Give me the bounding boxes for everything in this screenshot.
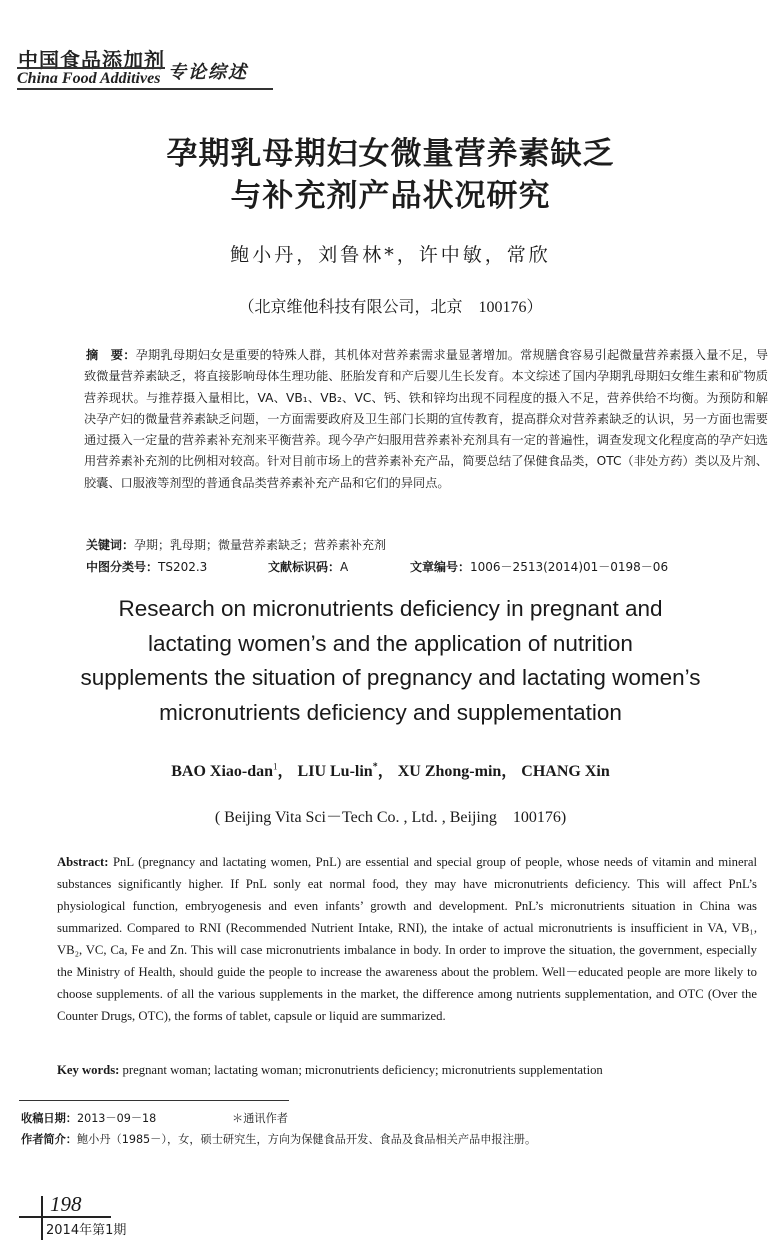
title-cn-line-1: 孕期乳母期妇女微量营养素缺乏 — [166, 136, 615, 172]
author-sep-2: ， — [377, 763, 394, 780]
affiliation-cn: （北京维他科技有限公司，北京 100176） — [238, 299, 543, 316]
keywords-en-text: pregnant woman; lactating woman; micronutrients deficiency; micronutrients supplementation — [122, 1063, 603, 1077]
keywords-en — [57, 1063, 603, 1078]
column-label: 专论综述 — [168, 62, 248, 83]
author-sep-1: ， — [277, 763, 294, 780]
title-cn-line-2: 与补充剂产品状况研究 — [230, 178, 551, 214]
clc-value: TS202.3 — [158, 560, 208, 574]
title-en-line-4: micronutrients deficiency and supplementation — [159, 699, 622, 725]
keywords-cn-text: 孕期；乳母期；微量营养素缺乏；营养素补充剂 — [134, 538, 387, 552]
received-label: 收稿日期： — [21, 1112, 77, 1125]
page-marker-vertical — [41, 1196, 43, 1240]
keywords-cn-label: 关键词： — [86, 538, 135, 552]
bio-text: 鲍小丹（1985－），女，硕士研究生，方向为保健食品开发、食品及食品相关产品申报注册。 — [76, 1133, 537, 1146]
author-2: LIU Lu-lin — [297, 763, 373, 780]
header-rule-bottom — [17, 88, 273, 90]
abstract-en-label: Abstract: — [57, 855, 109, 869]
keywords-en-label: Key words: — [57, 1063, 120, 1077]
abstract-cn — [84, 345, 768, 494]
page-number: 198 — [50, 1192, 82, 1216]
abstract-en — [57, 851, 757, 1027]
article-number — [410, 558, 668, 575]
author-1-affil-mark: 1 — [273, 761, 278, 772]
author-4: CHANG Xin — [521, 763, 610, 780]
footnote-rule — [19, 1100, 289, 1101]
received-date — [21, 1110, 156, 1126]
abstract-cn-label: 摘 要： — [86, 348, 136, 362]
author-bio — [21, 1131, 536, 1147]
authors-en — [0, 758, 781, 781]
author-2-corresponding-mark: * — [372, 761, 378, 773]
corresponding-note: ＊通讯作者 — [232, 1112, 288, 1125]
author-1: BAO Xiao-dan — [171, 763, 274, 780]
keywords-cn — [86, 536, 386, 553]
abstract-en-text: PnL (pregnancy and lactating women, PnL) are essential and special group of people, whose needs of vitamin and mineral substances significantly higher. If PnL sonly eat normal food, they may have micronutrients deficiency. This will affect PnL’s physiological function, embryogenesis and even infants’ growth and development. PnL’s micronutrients situation in China was summarized. Compared to RNI (Recommended Nutrient Intake, RNI), the intake of actual micronutrients is insufficient in VA, VB₁, VB₂, VC, Ca, Fe and Zn. This will case micronutrients imbalance in body. In order to improve the situation, the government, especially the Ministry of Health, should guide the people to increase the awareness about the problem. Well－educated people are more likely to choose supplements. of all the various supplements in the market, the difference among nutrients supplementation, and OTC (Over the Counter Drugs, OTC), the forms of tablet, capsule or liquid are summarized. — [57, 855, 757, 1023]
authors-cn: 鲍小丹，刘鲁林*，许中敏，常欣 — [230, 244, 551, 266]
bio-label: 作者简介： — [21, 1133, 77, 1146]
header-rule-top — [17, 67, 165, 69]
clc-number — [86, 558, 207, 575]
title-en — [0, 592, 781, 730]
doc-code-value: A — [340, 560, 349, 574]
author-sep-3: ， — [501, 763, 518, 780]
doc-code — [268, 558, 348, 575]
doc-code-label: 文献标识码： — [268, 560, 341, 574]
journal-name-en: China Food Additives — [17, 70, 161, 87]
title-en-line-1: Research on micronutrients deficiency in pregnant and — [118, 596, 663, 621]
title-en-line-2: lactating women’s and the application of nutrition — [148, 630, 633, 656]
abstract-cn-text: 孕期乳母期妇女是重要的特殊人群，其机体对营养素需求量显著增加。常规膳食容易引起微量营养素摄入量不足，导致微量营养素缺乏，将直接影响母体生理功能、胚胎发育和产后婴儿生长发育。本文综述了国内孕期乳母期妇女维生素和矿物质营养现状。与推荐摄入量相比，VA、VB₁、VB₂、VC、钙、铁和锌均出现不同程度的摄入不足，营养供给不均衡。为预防和解决孕产妇的微量营养素缺乏问题，一方面需要政府及卫生部门长期的宣传教育，提高群众对营养素缺乏的认识，另一方面也需要通过摄入一定量的营养素补充剂来平衡营养。现今孕产妇服用营养素补充剂具有一定的普遍性，调查发现文化程度高的孕产妇选用营养素补充剂的比例相对较高。针对目前市场上的营养素补充产品，简要总结了保健食品类，OTC（非处方药）类以及片剂、胶囊、口服液等剂型的普通食品类营养素补充产品和它们的异同点。 — [84, 348, 769, 490]
article-number-value: 1006－2513(2014)01－0198－06 — [470, 560, 669, 574]
received-value: 2013－09－18 — [76, 1112, 157, 1125]
clc-label: 中图分类号： — [86, 560, 159, 574]
title-en-line-3: supplements the situation of pregnancy and lactating women’s — [80, 665, 701, 690]
issue-label: 2014年第1期 — [46, 1223, 127, 1238]
author-3: XU Zhong-min — [397, 763, 502, 780]
journal-name-cn: 中国食品添加剂 — [18, 48, 165, 72]
article-number-label: 文章编号： — [410, 560, 471, 574]
affiliation-en: ( Beijing Vita Sci－Tech Co. , Ltd. , Beijing 100176) — [214, 809, 567, 826]
